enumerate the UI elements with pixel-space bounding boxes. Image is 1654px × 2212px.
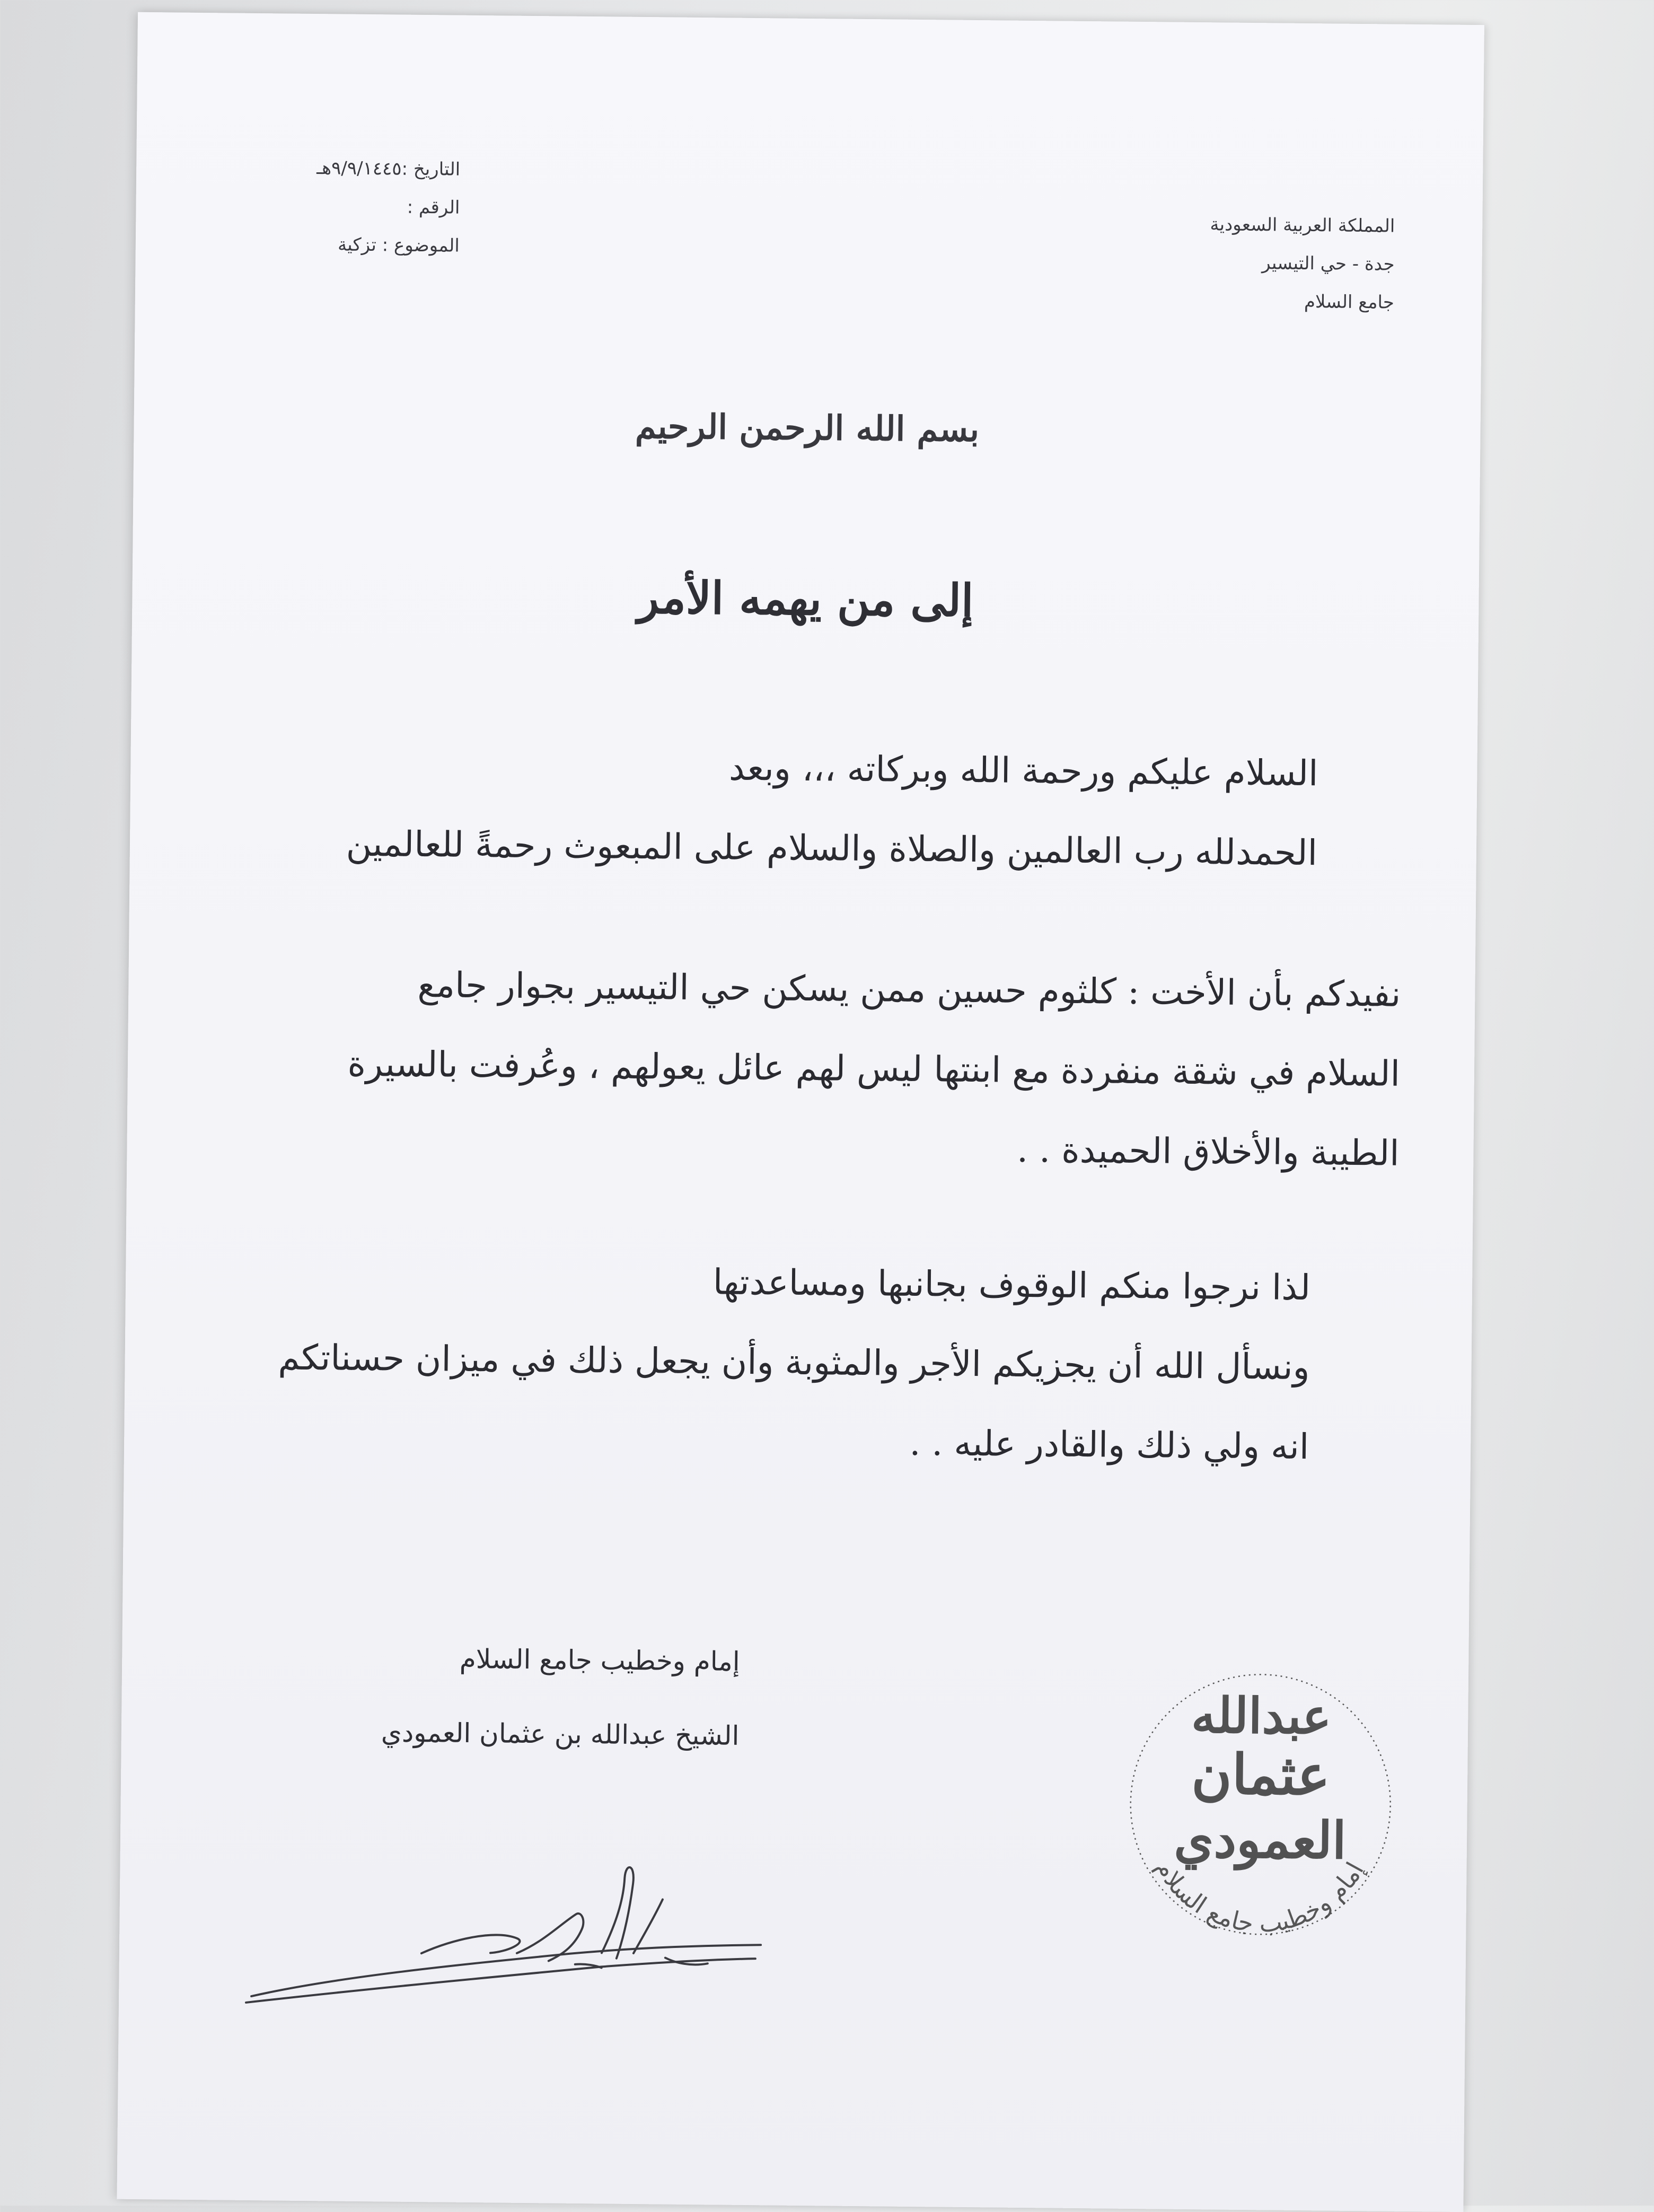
signatory-block <box>381 1621 740 1772</box>
official-stamp <box>1111 1655 1410 1954</box>
basmala: بسم الله الرحمن الرحيم <box>635 406 980 450</box>
greeting-line: السلام عليكم ورحمة الله وبركاته ،،، وبعد <box>728 747 1318 794</box>
signatory-role: إمام وخطيب جامع السلام <box>459 1643 740 1677</box>
stamp-ring-path: إمام وخطيب جامع السلام <box>1150 1855 1369 1938</box>
mosque-line: جامع السلام <box>1304 291 1395 313</box>
subject-line: الموضوع : تزكية <box>337 234 460 257</box>
paragraph-line: نفيدكم بأن الأخت : كلثوم حسين ممن يسكن حي التيسير بجوار جامع <box>417 964 1401 1015</box>
date-line: التاريخ :٩/٩/١٤٤٥هـ <box>316 157 461 180</box>
stamp-line-1: عبدالله <box>1191 1687 1332 1745</box>
closing-line: ونسأل الله أن يجزيكم الأجر والمثوبة وأن يجعل ذلك في ميزان حسناتكم <box>278 1337 1310 1388</box>
stamp-line-2: عثمان <box>1191 1741 1331 1808</box>
reference-header <box>316 149 461 265</box>
district-line: جدة - حي التيسير <box>1262 252 1395 275</box>
praise-line: الحمدلله رب العالمين والصلاة والسلام على المبعوث رحمةً للعالمين <box>346 823 1318 874</box>
sender-header <box>1209 205 1395 321</box>
stamp-line-3: العمودي <box>1173 1809 1347 1871</box>
main-paragraph <box>346 945 1401 1193</box>
letter-title: إلى من يهمه الأمر <box>637 570 974 627</box>
signatory-name: الشيخ عبدالله بن عثمان العمودي <box>381 1717 740 1751</box>
closing-line: لذا نرجوا منكم الوقوف بجانبها ومساعدتها <box>712 1261 1311 1309</box>
closing-paragraph <box>277 1238 1310 1487</box>
handwritten-signature <box>230 1837 772 2033</box>
country-line: المملكة العربية السعودية <box>1210 214 1395 237</box>
paragraph-line: السلام في شقة منفردة مع ابنتها ليس لهم عائل يعولهم ، وعُرفت بالسيرة <box>347 1043 1401 1094</box>
letter-paper <box>117 12 1484 2212</box>
closing-line: انه ولي ذلك والقادر عليه . . <box>909 1422 1309 1468</box>
number-line: الرقم : <box>407 196 460 218</box>
greeting-block <box>346 725 1318 893</box>
paragraph-line: الطيبة والأخلاق الحميدة . . <box>1016 1129 1400 1174</box>
